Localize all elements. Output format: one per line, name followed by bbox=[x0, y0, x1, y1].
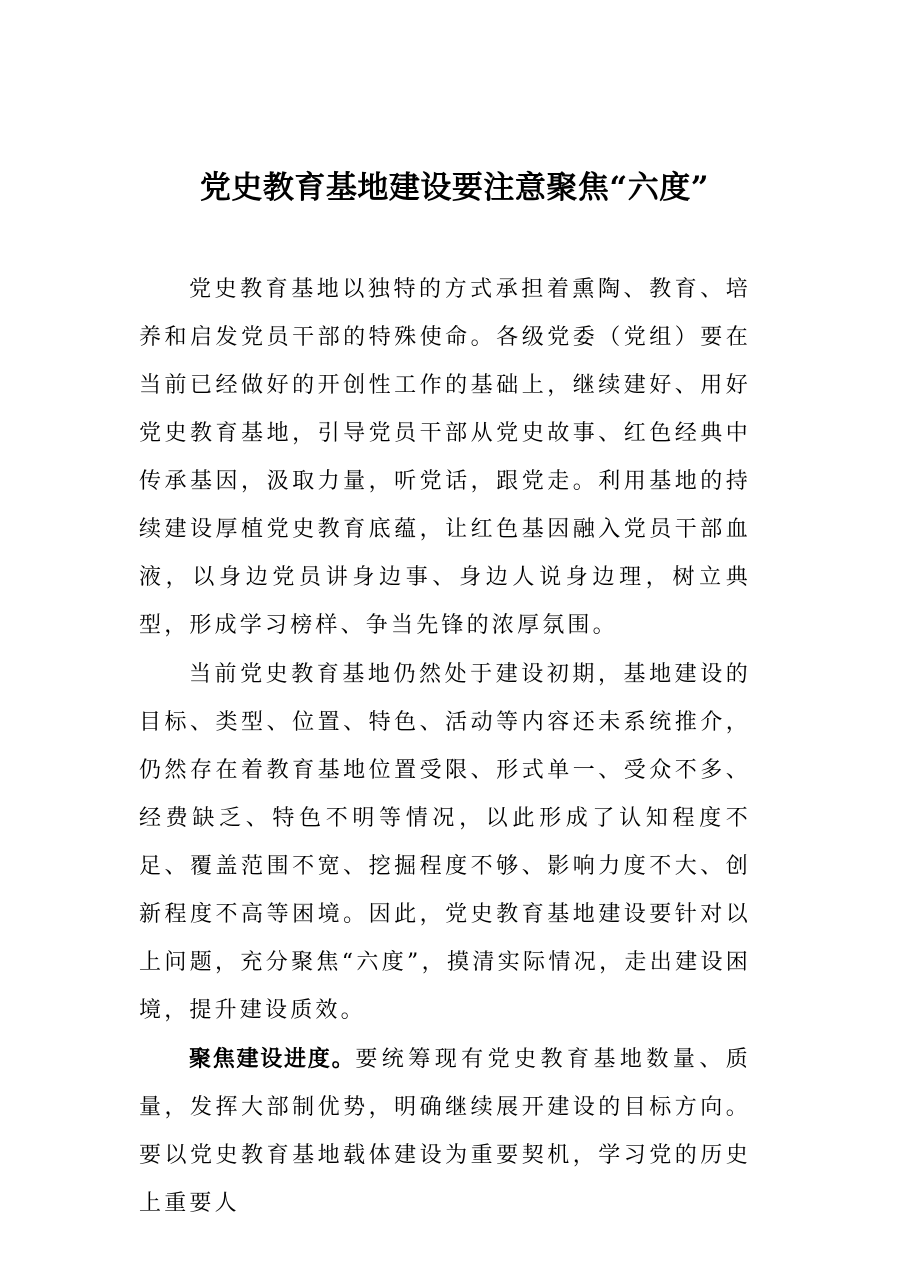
paragraph-text: 要统筹现有党史教育基地数量、质量，发挥大部制优势，明确继续展开建设的目标方向。要以党史教育基地载体建设为重要契机，学习党的历史上重要人 bbox=[139, 1047, 751, 1216]
paragraph-current-situation bbox=[139, 651, 751, 1035]
paragraph-lead: 聚焦建设进度。 bbox=[189, 1047, 356, 1072]
paragraph-construction-progress bbox=[139, 1036, 751, 1228]
document-title: 党史教育基地建设要注意聚焦“六度” bbox=[199, 170, 710, 206]
document-body bbox=[139, 266, 751, 1229]
paragraph-intro bbox=[139, 266, 751, 650]
paragraph-text: 党史教育基地以独特的方式承担着熏陶、教育、培养和启发党员干部的特殊使命。各级党委（党组）要在当前已经做好的开创性工作的基础上，继续建好、用好党史教育基地，引导党员干部从党史故事、红色经典中传承基因，汲取力量，听党话，跟党走。利用基地的持续建设厚植党史教育底蕴，让红色基因融入党员干部血液，以身边党员讲身边事、身边人说身边理，树立典型，形成学习榜样、争当先锋的浓厚氛围。 bbox=[139, 277, 751, 638]
paragraph-text: 当前党史教育基地仍然处于建设初期，基地建设的目标、类型、位置、特色、活动等内容还未系统推介，仍然存在着教育基地位置受限、形式单一、受众不多、经费缺乏、特色不明等情况，以此形成了认知程度不足、覆盖范围不宽、挖掘程度不够、影响力度不大、创新程度不高等困境。因此，党史教育基地建设要针对以上问题，充分聚焦“六度”，摸清实际情况，走出建设困境，提升建设质效。 bbox=[139, 662, 751, 1023]
